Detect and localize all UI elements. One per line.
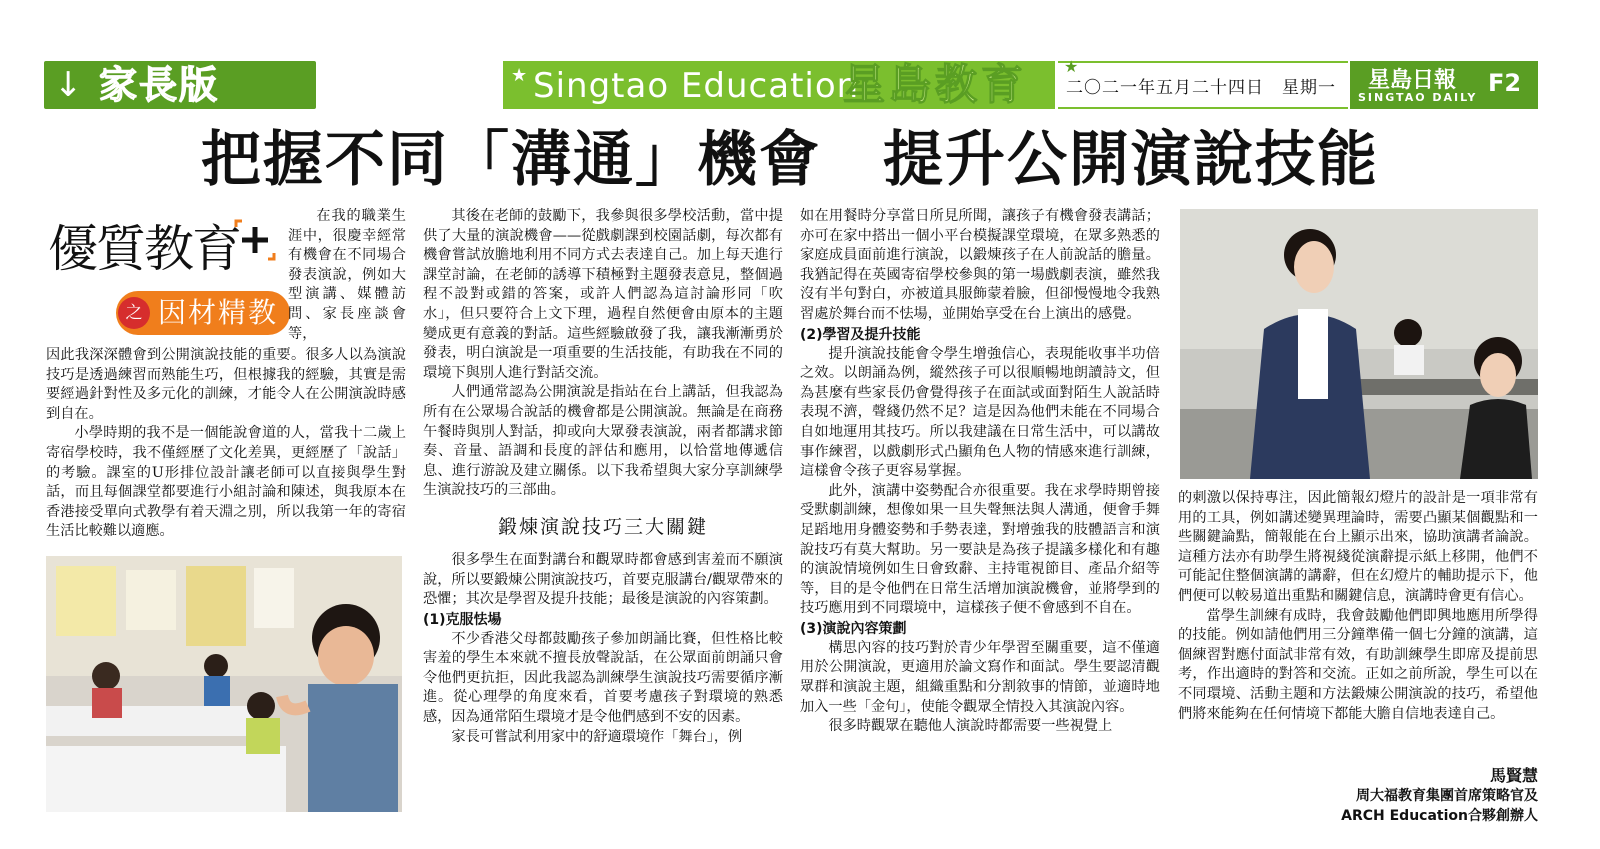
paragraph: 家長可嘗試利用家中的舒適環境作「舞台」，例 [451, 728, 743, 745]
paragraph: 提升演說技能會令學生增強信心，表現能收事半功倍之效。以朗誦為例，縱然孩子可以很順暢地朗讀詩文，但為甚麼有些家長仍會覺得孩子在面試或面對陌生人說話時表現不濟，聲綫仍然不足？這是因為他們未能在不同場合自如地運用其技巧。所以我建議在日常生活中，可以講故事作練習，以戲劇形式凸顯角色人物的情感來進行訓練，這樣會令孩子更容易掌握。 [800, 345, 1160, 480]
paragraph: 很多學生在面對講台和觀眾時都會感到害羞而不願演說，所以要鍛煉公開演說技巧，首要克服講台/觀眾帶來的恐懼；其次是學習及提升技能；最後是演說的內容策劃。 [423, 551, 783, 608]
author-role: 周大福教育集團首席策略官及 [1356, 788, 1538, 804]
column-logo-connector: 之 [118, 297, 150, 329]
paragraph: 小學時期的我不是一個能說會道的人，當我十二歲上寄宿學校時，我不僅經歷了文化差異，更經歷了「說話」的考驗。課室的U形排位設計讓老師可以直接與學生對話，而且每個課堂都要進行小組討論和陳述，與我原本在香港接受單向式教學有着天淵之別，所以我第一年的寄宿生活比較難以適應。 [46, 425, 406, 540]
paragraph: 構思內容的技巧對於青少年學習至關重要，這不僅適用於公開演說，更適用於論文寫作和面試。學生要認清觀眾群和演說主題，組織重點和分割敘事的情節，並適時地加入一些「金句」，使能令觀眾全情投入其演說內容。 [800, 639, 1160, 715]
paragraph: 人們通常認為公開演說是指站在台上講話，但我認為所有在公眾場合說話的機會都是公開演說。無論是在商務午餐時與別人對話，抑或向大眾發表演說，兩者都講求節奏、音量、語調和長度的評估和應用，以恰當地傳遞信息、進行游說及建立關係。以下我希望與大家分享訓練學生演說技巧的三部曲。 [423, 384, 783, 499]
col4-body [1178, 489, 1538, 724]
column-logo-title: 優質教育 [48, 220, 240, 278]
brand-zh: 星島教育 [843, 60, 1028, 109]
section-tag-bar [44, 61, 349, 109]
classroom-photo [46, 556, 402, 812]
section-title: 鍛煉演說技巧三大關鍵 [497, 515, 708, 538]
col1-intro-narrow [288, 207, 406, 344]
author-name: 馬賢慧 [1489, 766, 1538, 785]
page-number: F2 [1488, 69, 1522, 97]
paragraph: 的刺激以保持專注，因此簡報幻燈片的設計是一項非常有用的工具，例如講述變異理論時，需要凸顯某個觀點和一些關鍵論點，簡報能在台上顯示出來，協助演講者論說。這種方法亦有助學生將視綫從演辭提示紙上移開，他們不可能記住整個演講的講辭，但在幻燈片的輔助提示下，他們便可以較易道出重點和關鍵信息，演講時會更有信心。 [1178, 490, 1538, 604]
down-arrow-icon: ↓ [54, 65, 83, 105]
paragraph: 在我的職業生涯中，很慶幸經常有機會在不同場合發表演說，例如大型演講、媒體訪問、家長座談會等， [288, 208, 406, 342]
brand-bar [503, 61, 1055, 109]
issue-date: 二〇二一年五月二十四日 星期一 [1066, 78, 1336, 98]
subheading: (2)學習及提升技能 [800, 326, 921, 343]
paper-name-en: SINGTAO DAILY [1358, 91, 1478, 104]
byline [1178, 766, 1538, 826]
paragraph: 如在用餐時分享當日所見所聞，讓孩子有機會發表講話；亦可在家中搭出一個小平台模擬課堂環境，在眾多熟悉的家庭成員面前進行演說，以鍛煉孩子在人前說話的膽量。我猶記得在英國寄宿學校參與的第一場戲劇表演，雖然我沒有半句對白，亦被道具服飾蒙着臉，但卻慢慢地令我熟習處於舞台而不怯場，並開始享受在台上演出的感覺。 [800, 208, 1160, 322]
paragraph: 此外，演講中姿勢配合亦很重要。我在求學時期曾接受默劇訓練，想像如果一旦失聲無法與人溝通，便會手舞足蹈地用身體姿勢和手勢表達，對增強我的肢體語言和演說技巧有莫大幫助。另一要訣是為孩子提議多樣化和有趣的演說情境例如生日會致辭、主持電視節目、產品介紹等等，目的是令他們在日常生活增加演說機會，並將學到的技巧應用到不同環境中，這樣孩子便不會感到不自在。 [800, 482, 1160, 617]
author-role: ARCH Education合夥創辦人 [1341, 808, 1538, 824]
star-icon: ★ [332, 65, 349, 86]
subheading: (3)演說內容策劃 [800, 620, 907, 637]
paragraph: 其後在老師的鼓勵下，我參與很多學校活動，當中提供了大量的演說機會——從戲劇課到校園話劇，每次都有機會嘗試放膽地利用不同方式去表達自己。加上每天進行課堂討論，在老師的誘導下積極對主題發表意見，整個過程不設對或錯的答案，或許人們認為這討論形同「吹水」，但只要符合上文下理，過程自然便會由原本的主題變成更有意義的對話。這些經驗啟發了我，讓我漸漸勇於發表，明白演說是一項重要的生活技能，有助我在不同的環境下與別人進行對話交流。 [423, 208, 783, 381]
headline: 把握不同「溝通」機會 提升公開演說技能 [201, 125, 1379, 195]
brand-en: Singtao Education [533, 66, 860, 106]
col2-body [423, 207, 783, 747]
subheading: (1)克服怯場 [423, 611, 502, 628]
speaker-photo [1180, 209, 1538, 479]
paper-logo [1350, 61, 1538, 109]
star-icon: ★ [1064, 57, 1079, 76]
paragraph: 因此我深深體會到公開演說技能的重要。很多人以為演說技巧是透過練習而熟能生巧，但根據我的經驗，其實是需要經過針對性及多元化的訓練，才能令人在公開演說時感到自在。 [46, 347, 406, 422]
star-icon: ★ [511, 65, 528, 86]
section-tag: 家長版 [99, 63, 220, 107]
paragraph: 不少香港父母都鼓勵孩子參加朗誦比賽，但性格比較害羞的學生本來就不擅長放聲說話，在公眾面前朗誦只會令他們更抗拒，因此我認為訓練學生演說技巧需要循序漸進。從心理學的角度來看，首要考慮孩子對環境的熟悉感，因為通常陌生環境才是令他們感到不安的因素。 [423, 630, 783, 726]
classroom-photo-illustration [46, 556, 402, 812]
col1-body [46, 346, 406, 542]
paragraph: 很多時觀眾在聽他人演說時都需要一些視覺上 [828, 718, 1113, 735]
paragraph: 當學生訓練有成時，我會鼓勵他們即興地應用所學得的技能。例如請他們用三分鐘準備一個七分鐘的演講，這個練習對應付面試非常有效，有助訓練學生即席及提前思考，作出適時的對答和交流。正如之前所說，學生可以在不同環境、活動主題和方法鍛煉公開演說的技巧，希望他們將來能夠在任何情境下都能大膽自信地表達自己。 [1178, 607, 1538, 722]
column-logo [46, 215, 286, 343]
column-logo-subtitle: 因材精教 [158, 296, 279, 329]
col3-body [800, 207, 1160, 737]
date-box [1058, 57, 1348, 109]
plus-corner-icon [232, 217, 278, 263]
paper-name-zh: 星島日報 [1368, 68, 1457, 93]
speaker-photo-illustration [1180, 209, 1538, 479]
